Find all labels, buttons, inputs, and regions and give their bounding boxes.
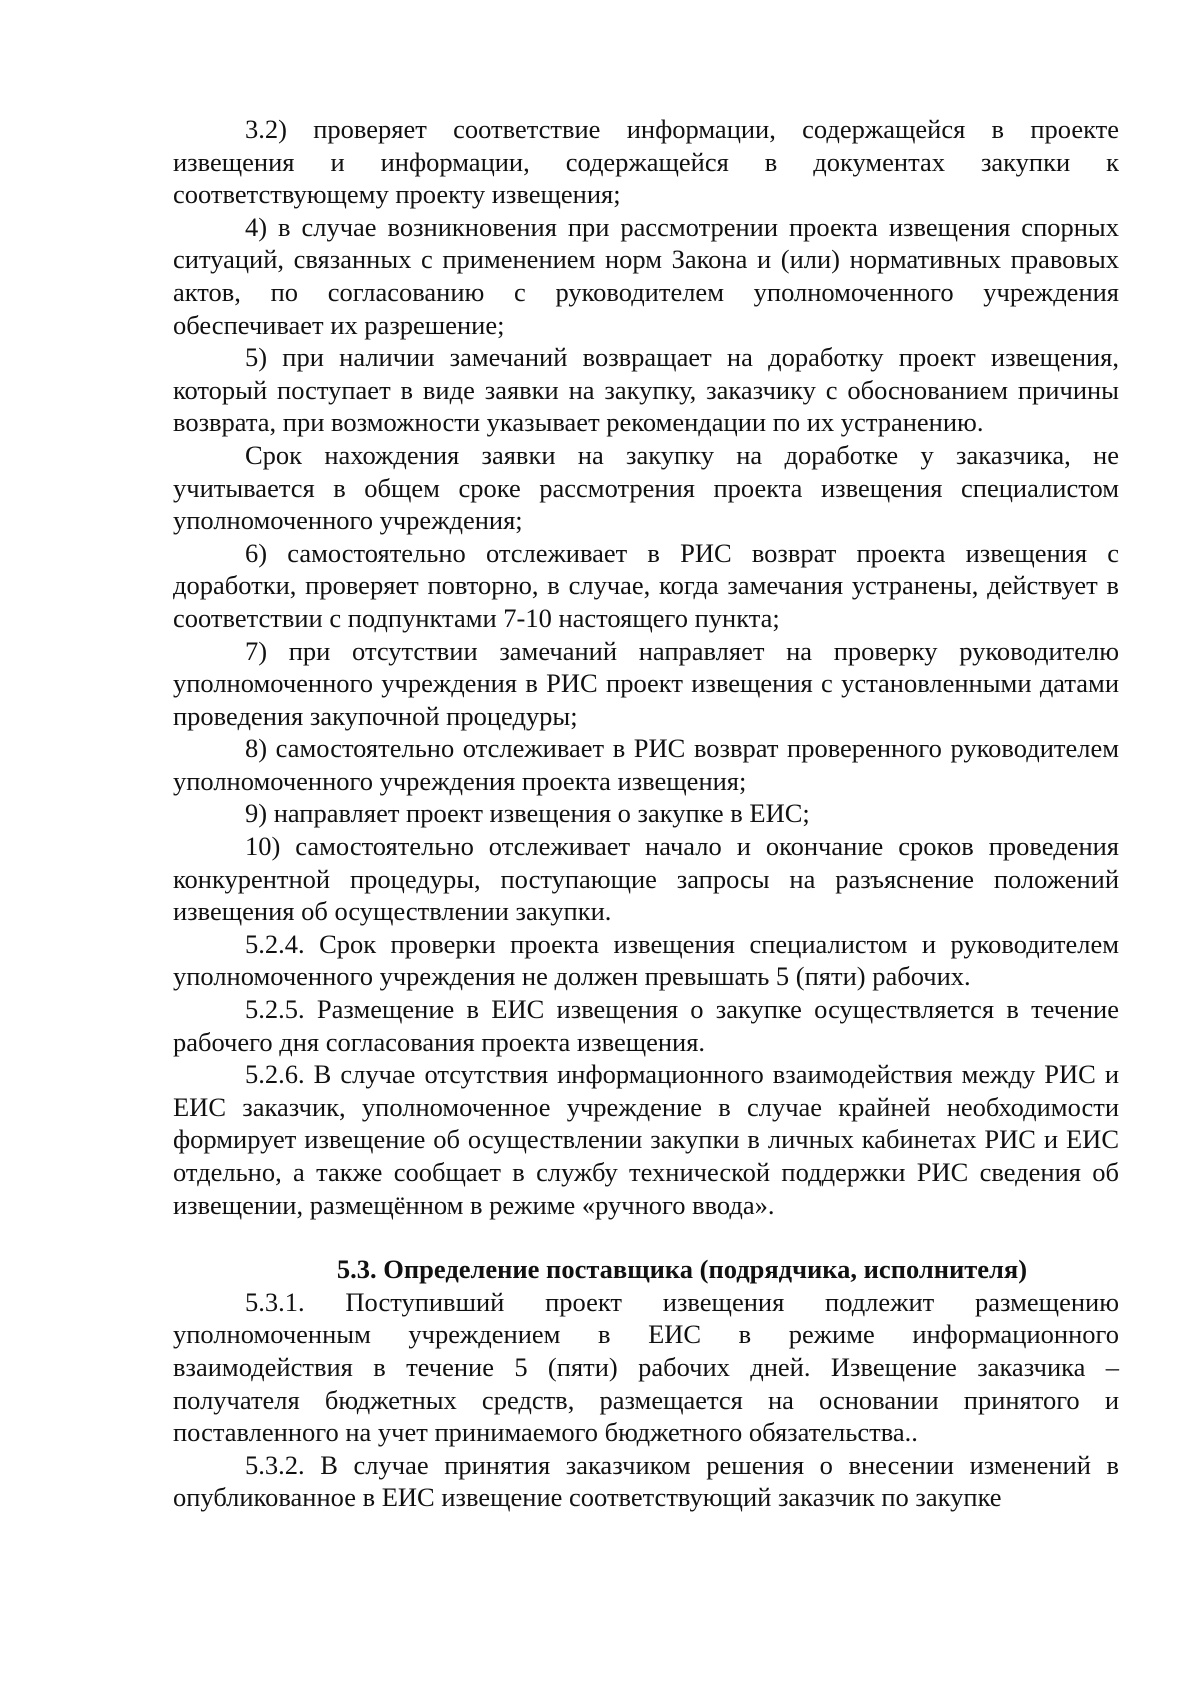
paragraph-deadline-note: Срок нахождения заявки на закупку на доработке у заказчика, не учитывается в общем сроке рассмотрения проекта извещения специалистом уполномоченного учреждения;	[173, 439, 1119, 536]
paragraph-5-3-1: 5.3.1. Поступивший проект извещения подлежит размещению уполномоченным учреждением в ЕИС в режиме информационного взаимодействия в течение 5 (пяти) рабочих дней. Извещение заказчика – получателя бюджетных средств, размещается на основании принятого и поставленного на учет принимаемого бюджетного обязательства..	[173, 1286, 1119, 1448]
paragraph-6: 6) самостоятельно отслеживает в РИС возврат проекта извещения с доработки, проверяет повторно, в случае, когда замечания устранены, действует в соответствии с подпунктами 7-10 настоящего пункта;	[173, 537, 1119, 633]
document-body	[173, 113, 1119, 1514]
paragraph-7: 7) при отсутствии замечаний направляет на проверку руководителю уполномоченного учреждения в РИС проект извещения с установленными датами проведения закупочной процедуры;	[173, 635, 1119, 731]
paragraph-9: 9) направляет проект извещения о закупке в ЕИС;	[245, 798, 810, 829]
paragraph-5: 5) при наличии замечаний возвращает на доработку проект извещения, который поступает в виде заявки на закупку, заказчику с обоснованием причины возврата, при возможности указывает рекомендации по их устранению.	[173, 342, 1119, 438]
paragraph-3-2: 3.2) проверяет соответствие информации, содержащейся в проекте извещения и информации, содержащейся в документах закупки к соответствующему проекту извещения;	[173, 114, 1119, 210]
section-heading: 5.3. Определение поставщика (подрядчика, исполнителя)	[336, 1254, 1028, 1285]
paragraph-5-2-4: 5.2.4. Срок проверки проекта извещения специалистом и руководителем уполномоченного учреждения не должен превышать 5 (пяти) рабочих.	[173, 928, 1119, 992]
paragraph-10: 10) самостоятельно отслеживает начало и окончание сроков проведения конкурентной процедуры, поступающие запросы на разъяснение положений извещения об осуществлении закупки.	[173, 831, 1119, 927]
paragraph-8: 8) самостоятельно отслеживает в РИС возврат проверенного руководителем уполномоченного учреждения проекта извещения;	[173, 733, 1119, 796]
paragraph-4: 4) в случае возникновения при рассмотрении проекта извещения спорных ситуаций, связанных с применением норм Закона и (или) нормативных правовых актов, по согласованию с руководителем уполномоченного учреждения обеспечивает их разрешение;	[173, 211, 1119, 340]
paragraph-5-3-2: 5.3.2. В случае принятия заказчиком решения о внесении изменений в опубликованное в ЕИС извещение соответствующий заказчик по закупке	[173, 1449, 1119, 1513]
paragraph-5-2-6: 5.2.6. В случае отсутствия информационного взаимодействия между РИС и ЕИС заказчик, уполномоченное учреждение в случае крайней необходимости формирует извещение об осуществлении закупки в личных кабинетах РИС и ЕИС отдельно, а также сообщает в службу технической поддержки РИС сведения об извещении, размещённом в режиме «ручного ввода».	[173, 1059, 1119, 1220]
paragraph-5-2-5: 5.2.5. Размещение в ЕИС извещения о закупке осуществляется в течение рабочего дня согласования проекта извещения.	[173, 994, 1119, 1057]
